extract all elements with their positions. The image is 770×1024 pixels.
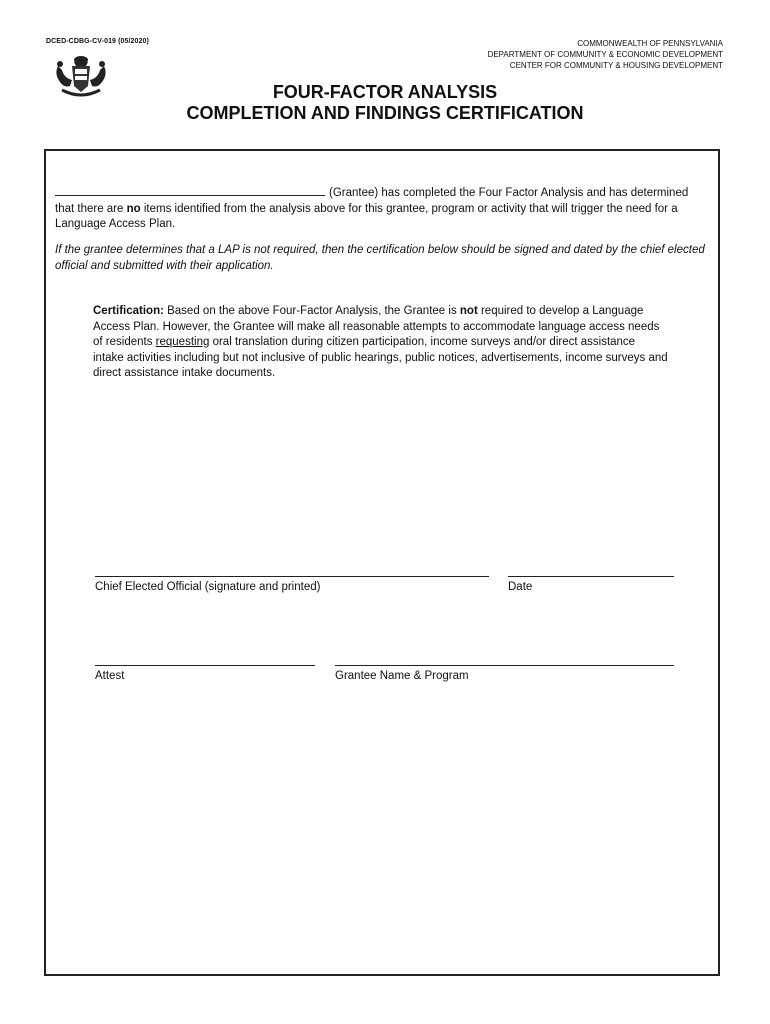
- agency-line-2: DEPARTMENT OF COMMUNITY & ECONOMIC DEVELOPMENT: [487, 50, 723, 59]
- p1-text-a: (Grantee) has completed the Four Factor Analysis and has determined that there are: [55, 187, 689, 215]
- p1-text-b: items identified from the analysis above for this grantee, program or activity that will trigger the need for a Language Access Plan.: [55, 202, 678, 230]
- title-line-1: FOUR-FACTOR ANALYSIS: [272, 82, 498, 102]
- official-signature-label: Chief Elected Official (signature and printed): [95, 581, 321, 593]
- agency-line-3: CENTER FOR COMMUNITY & HOUSING DEVELOPMENT: [509, 61, 723, 70]
- cert-underline-requesting: requesting: [155, 336, 210, 348]
- grantee-name-label: Grantee Name & Program: [335, 670, 469, 682]
- date-label: Date: [508, 581, 533, 593]
- official-signature-line[interactable]: [95, 576, 489, 577]
- attest-label: Attest: [95, 670, 125, 682]
- cert-text-a: Based on the above Four-Factor Analysis, the Grantee is: [163, 305, 460, 317]
- certification-form: [44, 149, 720, 976]
- certification-paragraph: [93, 304, 668, 382]
- cert-bold-not: not: [459, 305, 478, 317]
- determination-paragraph: [55, 184, 710, 233]
- agency-header: [488, 38, 723, 71]
- cert-label: Certification:: [93, 305, 164, 317]
- grantee-name-line[interactable]: [335, 665, 674, 666]
- p1-bold-no: no: [126, 202, 141, 215]
- instruction-paragraph: If the grantee determines that a LAP is not required, then the certification below should be signed and dated by the chief elected official and submitted with their application.: [55, 244, 705, 272]
- attest-line[interactable]: [95, 665, 315, 666]
- grantee-name-blank[interactable]: [55, 184, 325, 196]
- cert-text-c: oral translation during citizen participation, income surveys and/or direct assistance intake activities including but not inclusive of public hearings, public notices, advertisements, income surveys and direct assistance intake documents.: [93, 336, 668, 379]
- page-title: [0, 82, 770, 124]
- date-line[interactable]: [508, 576, 674, 577]
- form-id: DCED-CDBG-CV-019 (05/2020): [46, 38, 149, 45]
- cert-text-b: required to develop a Language Access Plan. However, the Grantee will make all reasonable attempts to accommodate language access needs of residents: [93, 305, 660, 348]
- title-line-2: COMPLETION AND FINDINGS CERTIFICATION: [186, 103, 584, 123]
- agency-line-1: COMMONWEALTH OF PENNSYLVANIA: [577, 39, 723, 48]
